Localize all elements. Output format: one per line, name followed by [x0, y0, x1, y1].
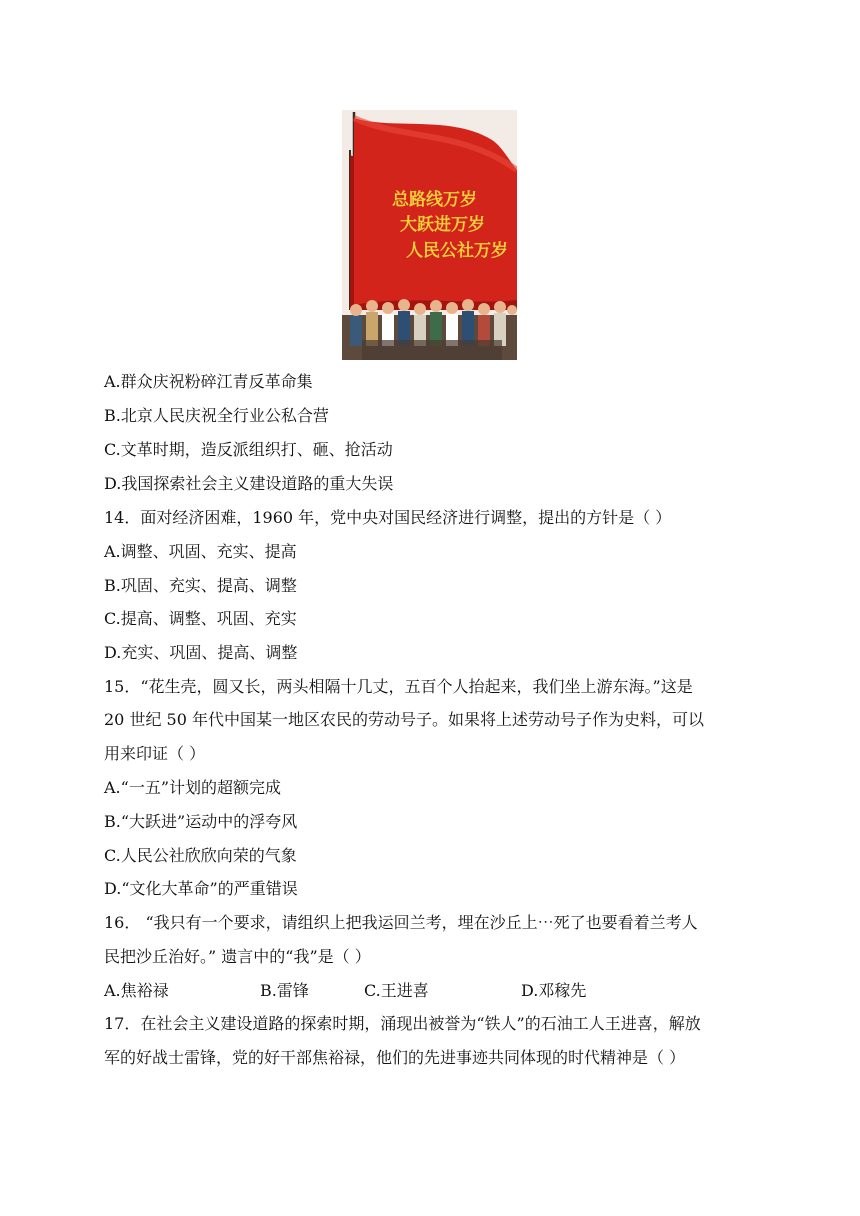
flag-main — [354, 118, 517, 305]
q14-option-b: B.巩固、充实、提高、调整 — [104, 576, 297, 595]
q17-stem-line-1: 17．在社会主义建设道路的探索时期，涌现出被誉为“铁人”的石油工人王进喜，解放 — [104, 1014, 701, 1033]
q13-option-d: D.我国探索社会主义建设道路的重大失误 — [104, 474, 394, 493]
q14-option-a: A.调整、巩固、充实、提高 — [104, 542, 297, 561]
q15-option-a: A.“一五”计划的超额完成 — [104, 778, 282, 797]
q13-option-a: A.群众庆祝粉碎江青反革命集 — [104, 372, 313, 391]
q15-option-c: C.人民公社欣欣向荣的气象 — [104, 846, 297, 865]
poster-slogan-3: 人民公社万岁 — [406, 241, 508, 261]
q17-stem-line-2: 军的好战士雷锋，党的好干部焦裕禄，他们的先进事迹共同体现的时代精神是（ ） — [104, 1048, 686, 1067]
q14-stem: 14．面对经济困难，1960 年，党中央对国民经济进行调整，提出的方针是（ ） — [104, 508, 672, 527]
q16-options-row — [104, 980, 744, 1002]
poster-slogan-1: 总路线万岁 — [392, 190, 477, 210]
q15-option-d: D.“文化大革命”的严重错误 — [104, 879, 298, 898]
poster-illustration — [342, 110, 517, 360]
q16-option-a: A.焦裕禄 — [104, 981, 169, 1000]
q14-option-d: D.充实、巩固、提高、调整 — [104, 643, 298, 662]
q15-stem-line-1: 15．“花生壳，圆又长，两头相隔十几丈，五百个人抬起来，我们坐上游东海。”这是 — [104, 677, 693, 696]
q16-option-c: C.王进喜 — [364, 981, 429, 1000]
q16-option-d: D.邓稼先 — [521, 981, 587, 1000]
q15-stem-line-2: 20 世纪 50 年代中国某一地区农民的劳动号子。如果将上述劳动号子作为史料，可以 — [104, 710, 704, 729]
q15-option-b: B.“大跃进”运动中的浮夸风 — [104, 812, 298, 831]
q13-option-c: C.文革时期，造反派组织打、砸、抢活动 — [104, 440, 393, 459]
poster-slogan-2: 大跃进万岁 — [400, 215, 485, 235]
q13-option-b: B.北京人民庆祝全行业公私合营 — [104, 406, 329, 425]
q15-stem-line-3: 用来印证（ ） — [104, 744, 206, 763]
q16-option-b: B.雷锋 — [260, 981, 309, 1000]
q16-stem-line-2: 民把沙丘治好。” 遗言中的“我”是（ ） — [104, 947, 371, 966]
q14-option-c: C.提高、调整、巩固、充实 — [104, 609, 297, 628]
poster-image — [342, 110, 517, 360]
q16-stem-line-1: 16． “我只有一个要求，请组织上把我运回兰考，埋在沙丘上⋯死了也要看着兰考人 — [104, 913, 698, 932]
